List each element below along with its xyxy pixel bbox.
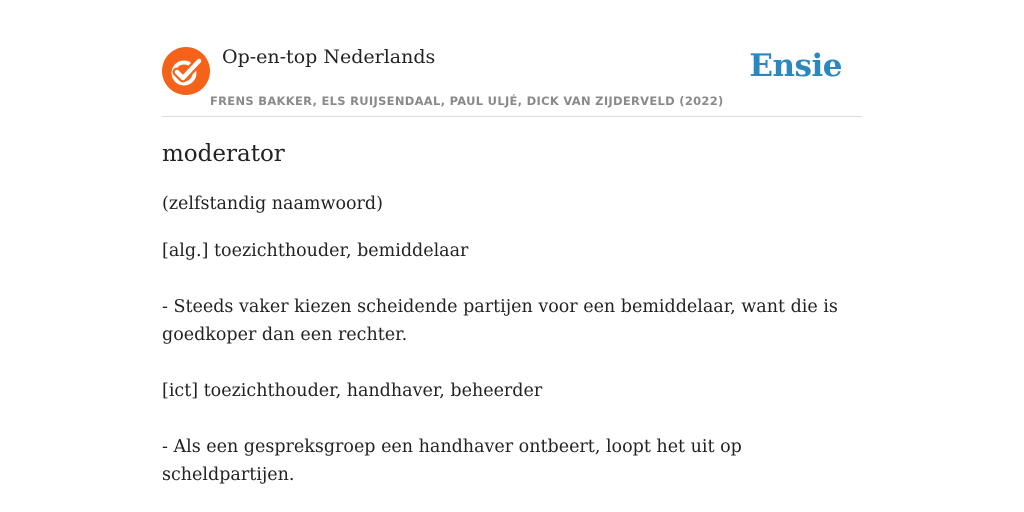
sense-definition: [ict] toezichthouder, handhaver, beheerder: [162, 381, 543, 401]
source-authors: FRENS BAKKER, ELS RUIJSENDAAL, PAUL ULJÉ, DICK VAN ZIJDERVELD (2022): [210, 94, 724, 108]
brand-logo[interactable]: Ensie: [749, 48, 842, 84]
headword: moderator: [162, 141, 285, 167]
part-of-speech: (zelfstandig naamwoord): [162, 194, 383, 214]
sense-definition: [alg.] toezichthouder, bemiddelaar: [162, 241, 469, 261]
source-header: [162, 44, 862, 117]
dictionary-entry: [162, 138, 852, 489]
sense-example: - Steeds vaker kiezen scheidende partijen voor een bemiddelaar, want die is goedkoper dan een rechter.: [162, 297, 838, 345]
checkmark-logo-icon: [162, 47, 210, 95]
sense-example: - Als een gespreksgroep een handhaver ontbeert, loopt het uit op scheldpartijen.: [162, 437, 742, 485]
source-title[interactable]: Op-en-top Nederlands: [222, 46, 436, 68]
